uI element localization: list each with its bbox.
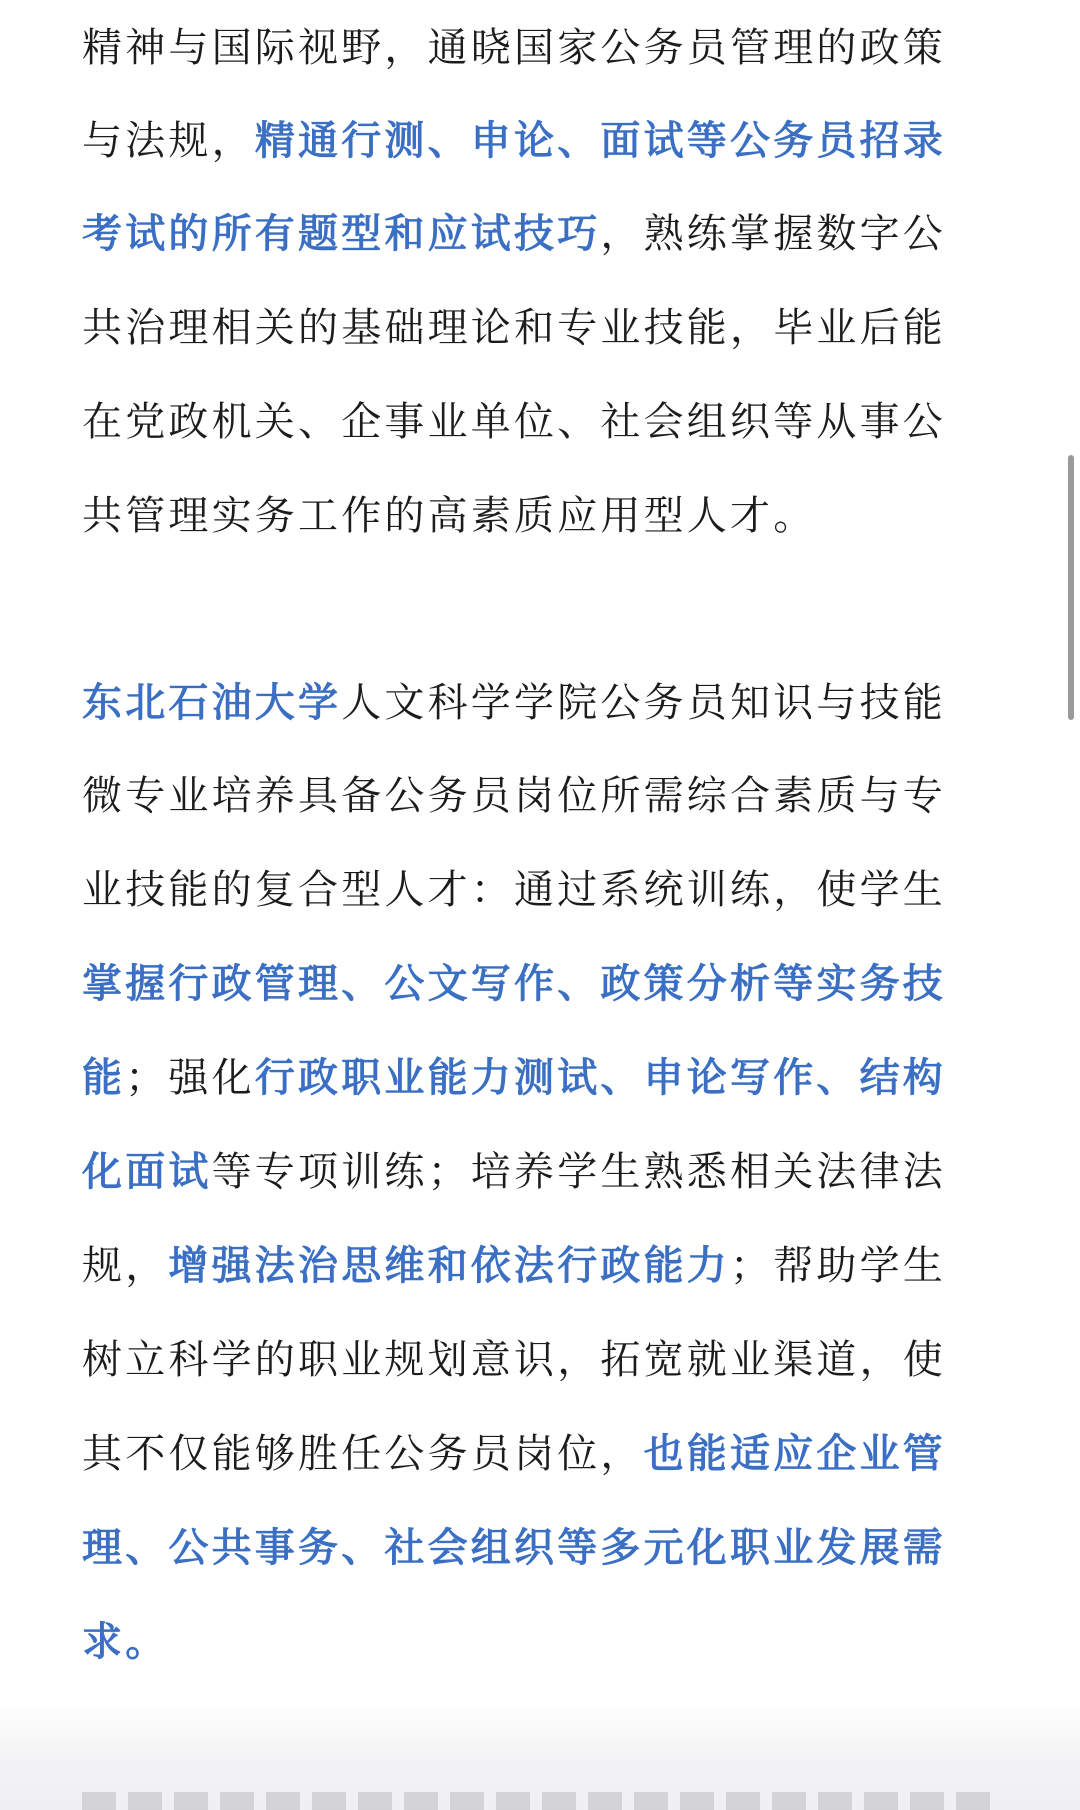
text-span: 树立科学的职业规划意识，拓宽就业渠道，使 [82, 1337, 946, 1383]
highlighted-text: 求。 [82, 1619, 169, 1665]
text-line [82, 386, 1002, 458]
text-line [82, 198, 1002, 270]
text-line [82, 1606, 1002, 1678]
vertical-scrollbar[interactable] [1068, 455, 1074, 720]
text-span: 其不仅能够胜任公务员岗位， [82, 1431, 644, 1477]
text-line [82, 1418, 1002, 1490]
text-line [82, 12, 1002, 84]
text-span: 与法规， [82, 118, 255, 164]
highlighted-text: 理、公共事务、社会组织等多元化职业发展需 [82, 1525, 946, 1571]
highlighted-text: 考试的所有题型和应试技巧 [82, 211, 601, 257]
text-line [82, 1230, 1002, 1302]
text-span: 业技能的复合型人才：通过系统训练，使学生 [82, 867, 946, 913]
cut-off-text-row [82, 1792, 1002, 1810]
text-span: 在党政机关、企事业单位、社会组织等从事公 [82, 399, 946, 445]
text-line [82, 1136, 1002, 1208]
text-span: 精神与国际视野，通晓国家公务员管理的政策 [82, 25, 946, 71]
text-span: ；强化 [125, 1055, 255, 1101]
text-line [82, 292, 1002, 364]
text-line [82, 854, 1002, 926]
highlighted-text: 增强法治思维和依法行政能力 [168, 1243, 731, 1289]
highlighted-text: 东北石油大学 [82, 680, 342, 726]
text-line [82, 1512, 1002, 1584]
highlighted-text: 掌握行政管理、公文写作、政策分析等实务技 [82, 961, 946, 1007]
text-span: ，熟练掌握数字公 [600, 211, 947, 257]
text-span: 共管理实务工作的高素质应用型人才。 [82, 493, 817, 539]
text-span: 微专业培养具备公务员岗位所需综合素质与专 [82, 773, 946, 819]
text-span: 人文科学学院公务员知识与技能 [341, 680, 947, 726]
text-line [82, 667, 1002, 739]
text-line [82, 760, 1002, 832]
text-line [82, 1324, 1002, 1396]
text-line [82, 1042, 1002, 1114]
text-line [82, 480, 1002, 552]
highlighted-text: 行政职业能力测试、申论写作、结构 [254, 1055, 947, 1101]
highlighted-text: 精通行测、申论、面试等公务员招录 [254, 118, 947, 164]
highlighted-text: 化面试 [82, 1149, 212, 1195]
text-span: ；帮助学生 [730, 1243, 947, 1289]
text-line [82, 105, 1002, 177]
text-span: 规， [82, 1243, 169, 1289]
highlighted-text: 能 [82, 1055, 126, 1101]
text-line [82, 948, 1002, 1020]
text-span: 共治理相关的基础理论和专业技能，毕业后能 [82, 305, 946, 351]
text-span: 等专项训练；培养学生熟悉相关法律法 [211, 1149, 947, 1195]
highlighted-text: 也能适应企业管 [643, 1431, 947, 1477]
